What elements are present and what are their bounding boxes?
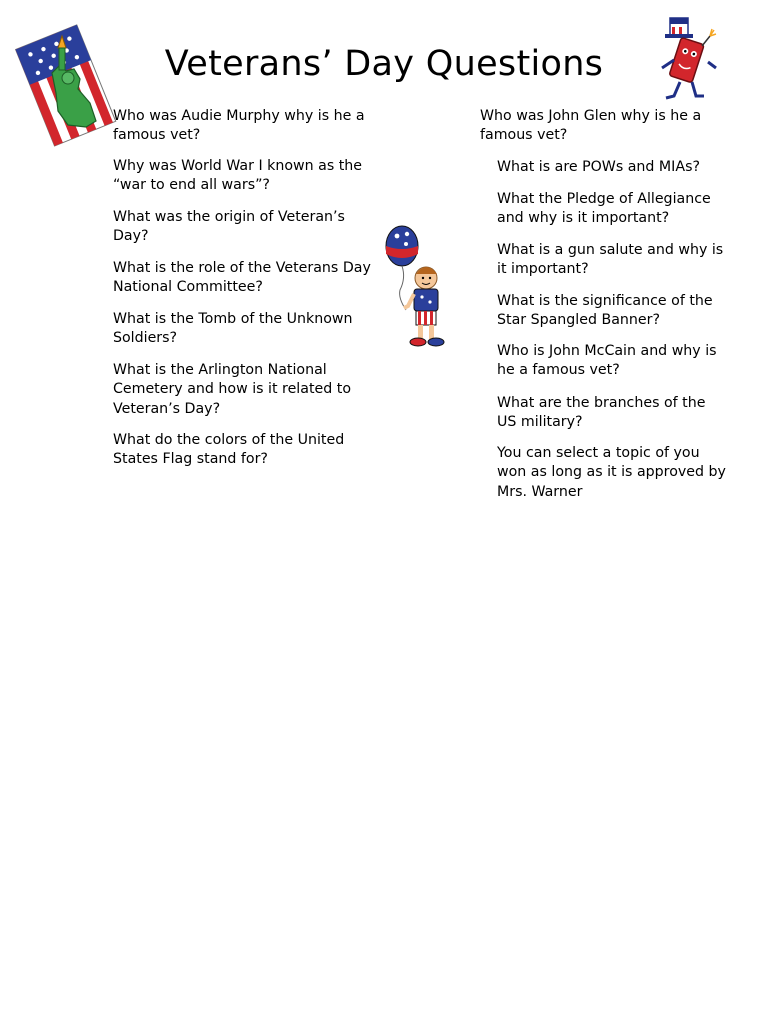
question-right-8: You can select a topic of you won as long as it is approved by Mrs. Warner: [497, 445, 726, 500]
page-title: Veterans’ Day Questions: [164, 44, 604, 84]
boy-with-balloon-icon: [380, 222, 452, 354]
question-left-1: Who was Audie Murphy why is he a famous vet?: [113, 108, 365, 144]
question-right-5: What is the significance of the Star Spangled Banner?: [497, 293, 713, 329]
question-right-7: What are the branches of the US military?: [497, 395, 706, 431]
question-left-4: What is the role of the Veterans Day National Committee?: [113, 260, 371, 296]
question-right-4: What is a gun salute and why is it important?: [497, 242, 724, 278]
question-left-2: Why was World War I known as the “war to end all wars”?: [113, 158, 363, 194]
question-left-6: What is the Arlington National Cemetery and how is it related to Veteran’s Day?: [113, 362, 351, 417]
question-right-2: What is are POWs and MIAs?: [497, 159, 700, 175]
question-left-3: What was the origin of Veteran’s Day?: [113, 209, 345, 245]
uncle-sam-firecracker-icon: [650, 10, 722, 106]
question-right-3: What the Pledge of Allegiance and why is it important?: [497, 191, 711, 227]
question-right-1: Who was John Glen why is he a famous vet?: [480, 108, 702, 144]
statue-of-liberty-flag-icon: [14, 18, 124, 148]
question-left-7: What do the colors of the United States Flag stand for?: [113, 432, 345, 468]
question-right-6: Who is John McCain and why is he a famous vet?: [497, 343, 717, 379]
question-left-5: What is the Tomb of the Unknown Soldiers?: [113, 311, 353, 347]
